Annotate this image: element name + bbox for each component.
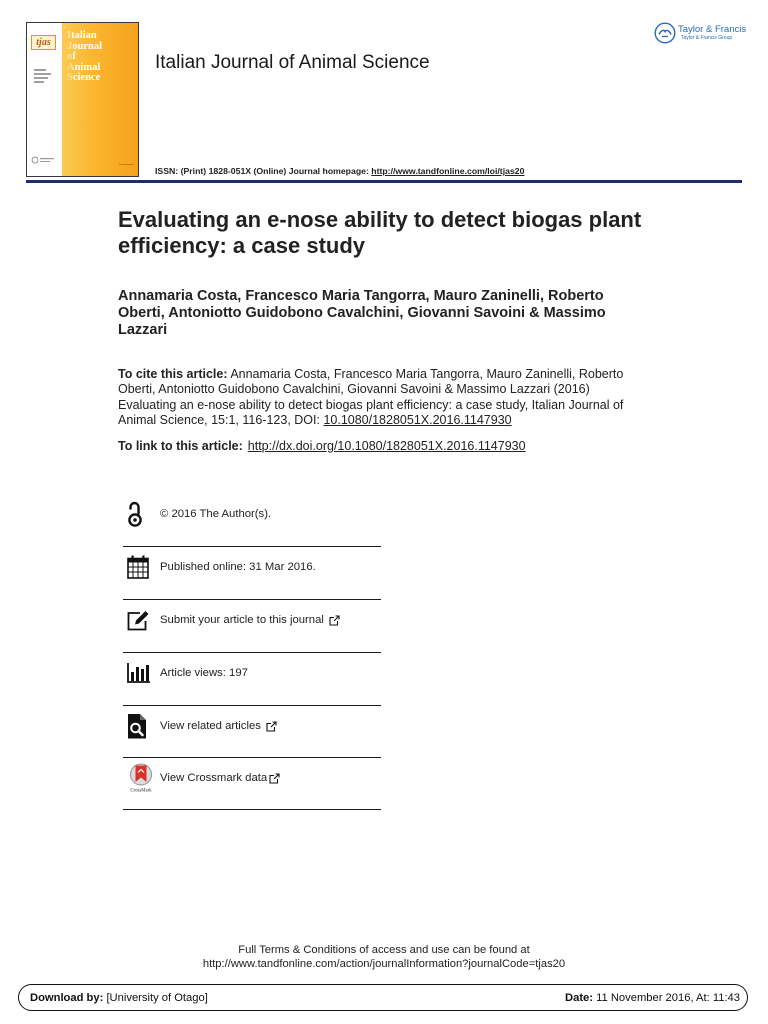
cover-decoration xyxy=(119,164,133,166)
crossmark-logo-text: CrossMark xyxy=(130,788,152,793)
citation-doi-link[interactable]: 10.1080/1828051X.2016.1147930 xyxy=(323,412,512,427)
cover-title-line: of xyxy=(67,51,76,63)
list-item[interactable] xyxy=(123,600,381,653)
list-item xyxy=(123,494,381,547)
list-item xyxy=(123,547,381,600)
citation-text: Evaluating an e-nose ability to detect biogas plant efficiency: a case study, Italian Journal of xyxy=(118,397,624,412)
download-by-label: Download by: xyxy=(30,991,104,1004)
cover-publisher-badge-icon xyxy=(31,156,57,164)
external-link-icon[interactable] xyxy=(329,615,340,626)
download-by-value: [University of Otago] xyxy=(106,991,208,1004)
submit-article-link[interactable]: Submit your article to this journal xyxy=(160,614,324,626)
cover-title-panel xyxy=(62,23,138,176)
citation-text: Animal Science, 15:1, 116-123, DOI: xyxy=(118,412,320,427)
article-title-line: Evaluating an e-nose ability to detect biogas plant xyxy=(118,207,642,232)
article-link-label: To link to this article: xyxy=(118,439,243,453)
list-item[interactable] xyxy=(123,653,381,706)
article-authors xyxy=(118,288,606,339)
external-link-icon[interactable] xyxy=(269,773,280,784)
download-date xyxy=(565,992,740,1004)
citation-text: Annamaria Costa, Francesco Maria Tangorra, Mauro Zaninelli, Roberto xyxy=(230,367,624,381)
authors-line: Oberti, Antoniotto Guidobono Cavalchini, Giovanni Savoini & Massimo xyxy=(118,305,606,321)
article-views-link[interactable]: Article views: 197 xyxy=(160,667,248,679)
issn-text: ISSN: (Print) 1828-051X (Online) Journal homepage: xyxy=(155,166,369,176)
citation-text: Oberti, Antoniotto Guidobono Cavalchini, Giovanni Savoini & Massimo Lazzari (2016) xyxy=(118,382,590,397)
bar-chart-icon[interactable] xyxy=(123,663,160,683)
tjas-logo-text: tjas xyxy=(36,36,51,48)
publisher-group: Taylor & Francis Group xyxy=(681,35,733,41)
citation-label: To cite this article: xyxy=(118,367,228,381)
download-by xyxy=(30,992,208,1004)
citation-block xyxy=(118,367,623,428)
terms-url-link[interactable]: http://www.tandfonline.com/action/journalInformation?journalCode=tjas20 xyxy=(202,958,566,970)
cover-side-strip xyxy=(27,23,62,176)
terms-footer xyxy=(0,943,768,971)
published-date-text: Published online: 31 Mar 2016. xyxy=(160,561,316,573)
copyright-text: © 2016 The Author(s). xyxy=(160,508,272,520)
article-info-list xyxy=(123,494,381,810)
authors-line: Annamaria Costa, Francesco Maria Tangorra, Mauro Zaninelli, Roberto xyxy=(118,288,604,304)
cover-title-line: Journal xyxy=(67,40,103,52)
download-date-label: Date: xyxy=(565,991,594,1004)
cover-decoration xyxy=(34,81,44,83)
related-articles-link[interactable]: View related articles xyxy=(160,720,261,732)
header-divider xyxy=(26,180,742,183)
authors-line: Lazzari xyxy=(118,322,168,338)
journal-homepage-link[interactable]: http://www.tandfonline.com/loi/tjas20 xyxy=(371,166,525,176)
download-date-value: 11 November 2016, At: 11:43 xyxy=(596,991,740,1004)
calendar-icon xyxy=(123,555,160,579)
article-title xyxy=(118,207,641,259)
journal-name: Italian Journal of Animal Science xyxy=(155,52,430,73)
crossmark-link[interactable]: View Crossmark data xyxy=(160,772,268,784)
crossmark-icon[interactable] xyxy=(123,763,160,793)
cover-title-line: Animal xyxy=(67,61,101,73)
cover-decoration xyxy=(34,73,51,75)
list-item[interactable] xyxy=(123,706,381,758)
cover-title-line: Science xyxy=(67,72,101,84)
list-item[interactable] xyxy=(123,758,381,810)
cover-title-line: Italian xyxy=(67,30,97,41)
tjas-logo xyxy=(31,35,56,50)
terms-text: Full Terms & Conditions of access and use can be found at xyxy=(238,944,530,956)
taylor-francis-emblem-icon xyxy=(654,22,676,44)
taylor-francis-logo[interactable] xyxy=(654,22,746,44)
article-link-line xyxy=(118,438,526,454)
publisher-name: Taylor & Francis xyxy=(678,24,747,35)
article-title-line: efficiency: a case study xyxy=(118,233,366,258)
external-link-icon[interactable] xyxy=(266,721,277,732)
issn-line xyxy=(155,166,524,177)
journal-cover-thumbnail xyxy=(26,22,139,177)
search-document-icon[interactable] xyxy=(123,714,160,739)
download-info-bar xyxy=(18,984,748,1011)
edit-icon[interactable] xyxy=(123,610,160,631)
cover-decoration xyxy=(34,77,48,79)
open-access-icon xyxy=(123,500,160,528)
cover-decoration xyxy=(34,69,46,71)
article-doi-link[interactable]: http://dx.doi.org/10.1080/1828051X.2016.1147930 xyxy=(247,439,526,453)
